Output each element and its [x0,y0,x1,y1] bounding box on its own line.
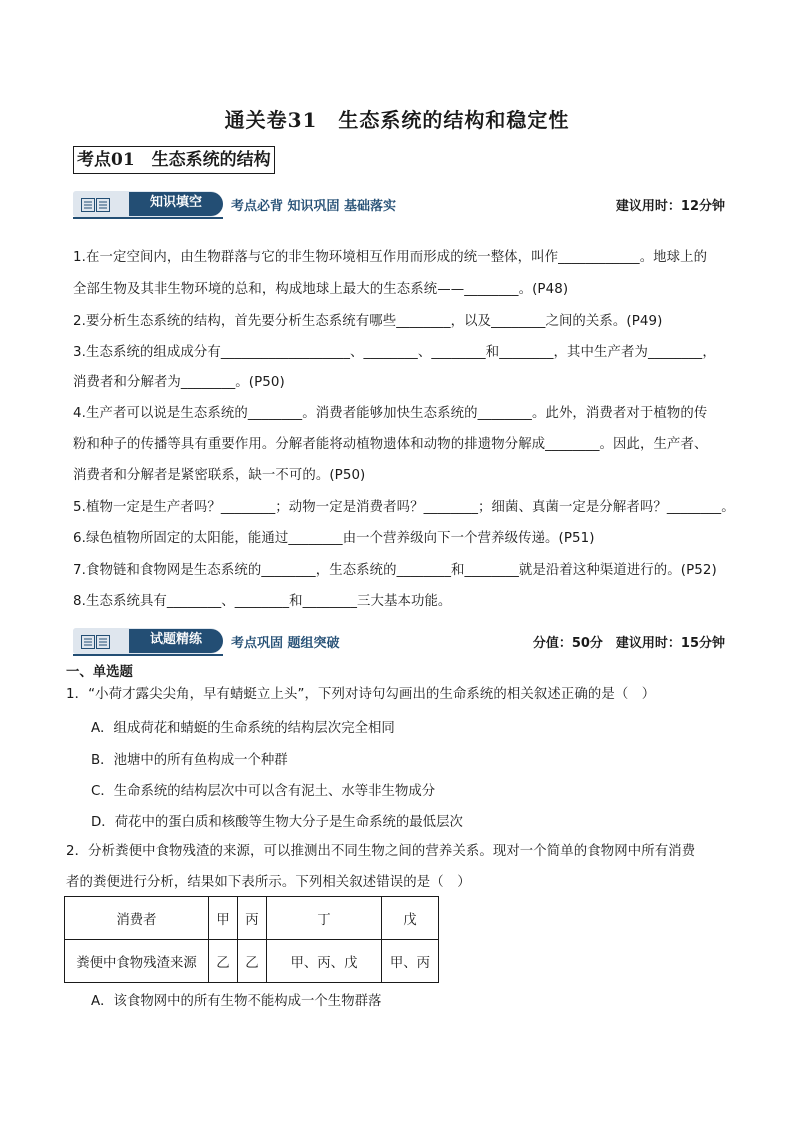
fill-line-11: 7.食物链和食物网是生态系统的________，生态系统的________和________就是沿着这种渠道进行的。(P52) [73,563,717,578]
banner-underline [73,217,223,219]
fill-line-7: 粉和种子的传播等具有重要作用。分解者能将动植物遗体和动物的排遗物分解成________。因此，生产者、 [73,437,708,452]
fill-line-4: 3.生态系统的组成成分有___________________、________、________和________，其中生产者为________， [73,345,716,360]
fill-line-12: 8.生态系统具有________、________和________三大基本功能。 [73,594,452,609]
score-and-time: 分值：50分 建议用时：15分钟 [532,636,725,651]
table-cell: 甲、丙、戊 [267,940,382,983]
section-subtitle: 考点巩固 题组突破 [231,636,340,651]
fill-line-10: 6.绿色植物所固定的太阳能，能通过________由一个营养级向下一个营养级传递。(P51) [73,531,595,546]
table-header-cell: 消费者 [65,897,209,940]
section-banner-practice [73,628,733,656]
book-icon [81,635,111,649]
fill-line-1: 1.在一定空间内，由生物群落与它的非生物环境相互作用而形成的统一整体，叫作____________。地球上的 [73,250,708,265]
table-header-row [65,897,439,940]
table-cell: 粪便中食物残渣来源 [65,940,209,983]
section-label: 知识填空 [129,192,223,216]
section-subtitle: 考点必背 知识巩固 基础落实 [231,199,397,214]
page-title: 通关卷31 生态系统的结构和稳定性 [224,108,570,132]
question-2-option-a: A．该食物网中的所有生物不能构成一个生物群落 [91,994,382,1009]
fill-line-6: 4.生产者可以说是生态系统的________。消费者能够加快生态系统的________。此外，消费者对于植物的传 [73,406,708,421]
table-header-cell: 丁 [267,897,382,940]
banner-underline [73,654,223,656]
fill-line-5: 消费者和分解者为________。(P50) [73,375,285,390]
fill-line-2: 全部生物及其非生物环境的总和，构成地球上最大的生态系统——________。(P48) [73,282,569,297]
table-cell: 乙 [209,940,238,983]
question-1-stem: 1．“小荷才露尖尖角，早有蜻蜓立上头”，下列对诗句勾画出的生命系统的相关叙述正确的是（ ） [66,687,656,702]
question-1-option-d: D．荷花中的蛋白质和核酸等生物大分子是生命系统的最低层次 [91,815,463,830]
table-row [65,940,439,983]
fill-line-9: 5.植物一定是生产者吗？________；动物一定是消费者吗？________；细菌、真菌一定是分解者吗？________。 [73,500,735,515]
question-1-option-c: C．生命系统的结构层次中可以含有泥土、水等非生物成分 [91,784,436,799]
section-label: 试题精练 [129,629,223,653]
question-2-stem-line1: 2．分析粪便中食物残渣的来源，可以推测出不同生物之间的营养关系。现对一个简单的食物网中所有消费 [66,844,696,859]
question-2-stem-line2: 者的粪便进行分析，结果如下表所示。下列相关叙述错误的是（ ） [66,875,471,890]
table-header-cell: 戊 [382,897,439,940]
question-1-option-b: B．池塘中的所有鱼构成一个种群 [91,753,288,768]
suggested-time: 建议用时：12分钟 [615,199,725,214]
kaodian-heading: 考点01 生态系统的结构 [73,146,275,174]
table-header-cell: 甲 [209,897,238,940]
book-icon [81,198,111,212]
fill-line-3: 2.要分析生态系统的结构，首先要分析生态系统有哪些________，以及________之间的关系。(P49) [73,314,663,329]
part-heading: 一、单选题 [66,665,133,680]
section-banner-knowledge [73,191,733,219]
question-1-option-a: A．组成荷花和蜻蜓的生命系统的结构层次完全相同 [91,721,395,736]
table-header-cell: 丙 [238,897,267,940]
question-2-table [64,896,439,983]
fill-line-8: 消费者和分解者是紧密联系，缺一不可的。(P50) [73,468,366,483]
table-cell: 乙 [238,940,267,983]
table-cell: 甲、丙 [382,940,439,983]
